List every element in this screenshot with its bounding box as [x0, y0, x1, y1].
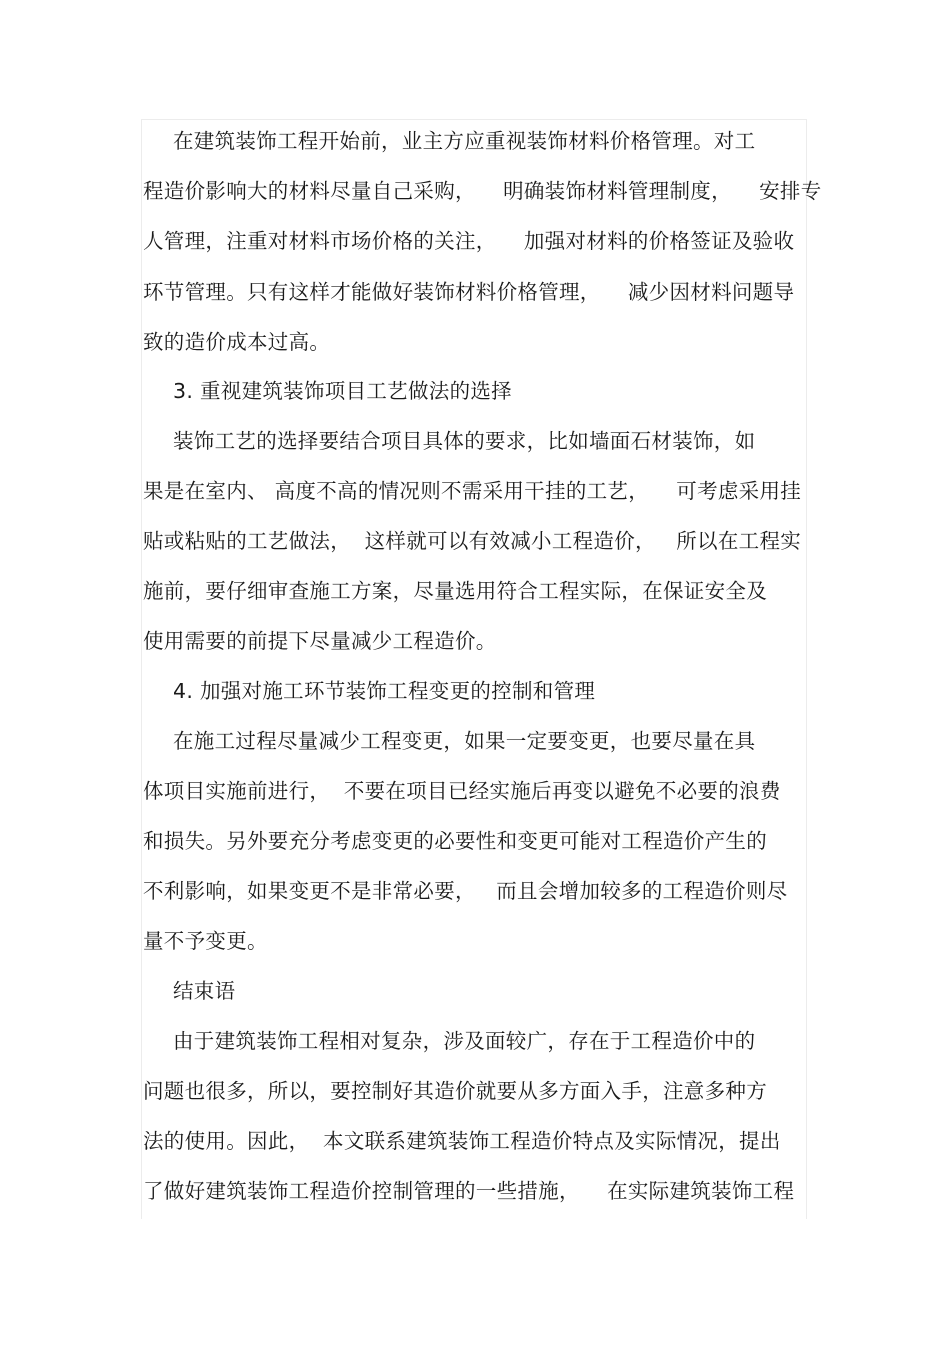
body-text-line: 贴或粘贴的工艺做法， 这样就可以有效减小工程造价， 所以在工程实: [143, 529, 802, 553]
section-heading-conclusion: 结束语: [173, 979, 236, 1003]
body-text-line: 在建筑装饰工程开始前，业主方应重视装饰材料价格管理。对工: [173, 129, 756, 153]
body-text-line: 装饰工艺的选择要结合项目具体的要求，比如墙面石材装饰，如: [173, 429, 756, 453]
body-text-line: 使用需要的前提下尽量减少工程造价。: [143, 629, 497, 653]
body-text-line: 致的造价成本过高。: [143, 330, 331, 354]
body-text-line: 程造价影响大的材料尽量自己采购， 明确装饰材料管理制度， 安排专: [143, 179, 822, 203]
body-text-line: 和损失。另外要充分考虑变更的必要性和变更可能对工程造价产生的: [143, 829, 767, 853]
body-text-line: 施前，要仔细审查施工方案，尽量选用符合工程实际，在保证安全及: [143, 579, 767, 603]
body-text-line: 人管理，注重对材料市场价格的关注， 加强对材料的价格签证及验收: [143, 229, 795, 253]
section-heading-3: 3. 重视建筑装饰项目工艺做法的选择: [173, 379, 512, 403]
body-text-line: 问题也很多，所以，要控制好其造价就要从多方面入手，注意多种方: [143, 1079, 767, 1103]
body-text-line: 不利影响，如果变更不是非常必要， 而且会增加较多的工程造价则尽: [143, 879, 788, 903]
body-text-line: 法的使用。因此， 本文联系建筑装饰工程造价特点及实际情况，提出: [143, 1129, 781, 1153]
body-text-line: 在施工过程尽量减少工程变更，如果一定要变更，也要尽量在具: [173, 729, 756, 753]
body-text-line: 了做好建筑装饰工程造价控制管理的一些措施， 在实际建筑装饰工程: [143, 1179, 795, 1203]
body-text-line: 量不予变更。: [143, 929, 268, 953]
body-text-line: 环节管理。只有这样才能做好装饰材料价格管理， 减少因材料问题导: [143, 280, 795, 304]
body-text-line: 由于建筑装饰工程相对复杂，涉及面较广，存在于工程造价中的: [173, 1029, 756, 1053]
body-text-line: 果是在室内、 高度不高的情况则不需采用干挂的工艺， 可考虑采用挂: [143, 479, 802, 503]
section-heading-4: 4. 加强对施工环节装饰工程变更的控制和管理: [173, 679, 596, 703]
body-text-line: 体项目实施前进行， 不要在项目已经实施后再变以避免不必要的浪费: [143, 779, 781, 803]
